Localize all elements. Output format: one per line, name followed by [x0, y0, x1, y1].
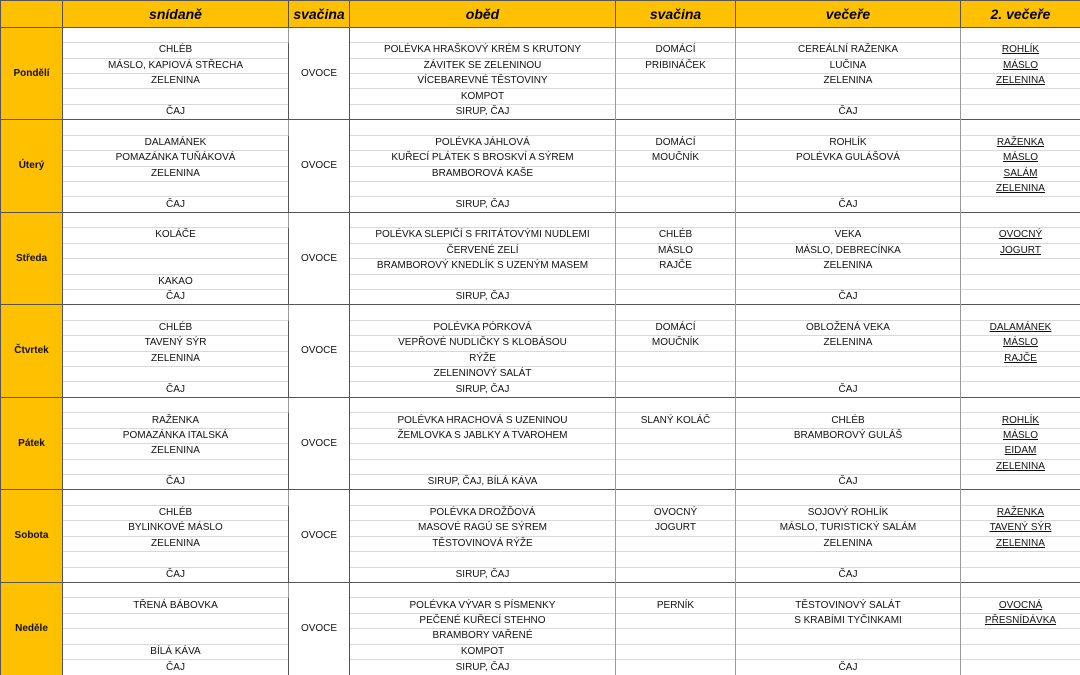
header-corner — [1, 1, 63, 28]
menu-row — [1, 598, 1080, 613]
menu-row — [1, 629, 1080, 644]
breakfast-cell: DALAMÁNEK — [63, 135, 289, 150]
afternoon-snack-cell — [616, 197, 736, 212]
day-label: Úterý — [1, 120, 63, 213]
breakfast-cell: ČAJ — [63, 660, 289, 675]
day-label: Sobota — [1, 490, 63, 583]
breakfast-cell: TŘENÁ BÁBOVKA — [63, 598, 289, 613]
lunch-cell: POLÉVKA HRACHOVÁ S UZENINOU — [350, 413, 616, 428]
header-lunch: oběd — [350, 1, 616, 28]
afternoon-snack-cell — [616, 582, 736, 597]
lunch-cell: ZÁVITEK SE ZELENINOU — [350, 58, 616, 73]
breakfast-cell: CHLÉB — [63, 320, 289, 335]
dinner-cell — [736, 582, 961, 597]
breakfast-cell: CHLÉB — [63, 505, 289, 520]
dinner-cell — [736, 89, 961, 104]
lunch-cell — [350, 212, 616, 227]
dinner-cell: MÁSLO, TURISTICKÝ SALÁM — [736, 521, 961, 536]
breakfast-cell: KOLÁČE — [63, 228, 289, 243]
lunch-cell: SIRUP, ČAJ — [350, 660, 616, 675]
menu-row — [1, 644, 1080, 659]
morning-snack-cell: OVOCE — [289, 212, 350, 305]
morning-snack-cell: OVOCE — [289, 397, 350, 490]
menu-row — [1, 536, 1080, 551]
lunch-cell: SIRUP, ČAJ — [350, 567, 616, 582]
dinner-cell: SOJOVÝ ROHLÍK — [736, 505, 961, 520]
lunch-cell: VÍCEBAREVNÉ TĚSTOVINY — [350, 74, 616, 89]
dinner-cell — [736, 274, 961, 289]
dinner-cell: ROHLÍK — [736, 135, 961, 150]
menu-row — [1, 58, 1080, 73]
second-dinner-cell — [961, 212, 1080, 227]
lunch-cell: ŽEMLOVKA S JABLKY A TVAROHEM — [350, 428, 616, 443]
breakfast-cell: ZELENINA — [63, 166, 289, 181]
breakfast-cell: ČAJ — [63, 382, 289, 397]
header-morning-snack: svačina — [289, 1, 350, 28]
morning-snack-cell: OVOCE — [289, 490, 350, 583]
afternoon-snack-cell: DOMÁCÍ — [616, 320, 736, 335]
breakfast-cell — [63, 305, 289, 320]
menu-row — [1, 459, 1080, 474]
morning-snack-cell: OVOCE — [289, 582, 350, 675]
second-dinner-cell: MÁSLO — [961, 58, 1080, 73]
menu-row — [1, 104, 1080, 119]
lunch-cell: KOMPOT — [350, 644, 616, 659]
menu-row — [1, 505, 1080, 520]
second-dinner-cell: RAŽENKA — [961, 135, 1080, 150]
second-dinner-cell — [961, 367, 1080, 382]
day-label: Středa — [1, 212, 63, 305]
afternoon-snack-cell — [616, 397, 736, 412]
lunch-cell: KOMPOT — [350, 89, 616, 104]
second-dinner-cell — [961, 582, 1080, 597]
breakfast-cell: POMAZÁNKA ITALSKÁ — [63, 428, 289, 443]
second-dinner-cell — [961, 474, 1080, 489]
lunch-cell: ZELENINOVÝ SALÁT — [350, 367, 616, 382]
lunch-cell: MASOVÉ RAGÚ SE SÝREM — [350, 521, 616, 536]
lunch-cell: BRAMBOROVÁ KAŠE — [350, 166, 616, 181]
lunch-cell: POLÉVKA DROŽĎOVÁ — [350, 505, 616, 520]
second-dinner-cell: ZELENINA — [961, 74, 1080, 89]
breakfast-cell: ČAJ — [63, 197, 289, 212]
dinner-cell — [736, 444, 961, 459]
afternoon-snack-cell — [616, 660, 736, 675]
afternoon-snack-cell: RAJČE — [616, 259, 736, 274]
afternoon-snack-cell: PERNÍK — [616, 598, 736, 613]
menu-row — [1, 351, 1080, 366]
lunch-cell — [350, 444, 616, 459]
lunch-cell: POLÉVKA JÁHLOVÁ — [350, 135, 616, 150]
menu-row — [1, 552, 1080, 567]
lunch-cell: BRAMBORY VAŘENÉ — [350, 629, 616, 644]
breakfast-cell — [63, 552, 289, 567]
menu-row — [1, 259, 1080, 274]
menu-row — [1, 181, 1080, 196]
second-dinner-cell: SALÁM — [961, 166, 1080, 181]
dinner-cell: VEKA — [736, 228, 961, 243]
menu-row — [1, 305, 1080, 320]
afternoon-snack-cell — [616, 89, 736, 104]
lunch-cell — [350, 305, 616, 320]
second-dinner-cell — [961, 490, 1080, 505]
dinner-cell — [736, 644, 961, 659]
menu-row — [1, 151, 1080, 166]
day-label: Čtvrtek — [1, 305, 63, 398]
lunch-cell: POLÉVKA HRAŠKOVÝ KRÉM S KRUTONY — [350, 43, 616, 58]
second-dinner-cell: ZELENINA — [961, 181, 1080, 196]
second-dinner-cell — [961, 644, 1080, 659]
afternoon-snack-cell — [616, 474, 736, 489]
breakfast-cell: ZELENINA — [63, 351, 289, 366]
lunch-cell: SIRUP, ČAJ, BÍLÁ KÁVA — [350, 474, 616, 489]
dinner-cell — [736, 397, 961, 412]
day-label: Neděle — [1, 582, 63, 675]
afternoon-snack-cell — [616, 289, 736, 304]
afternoon-snack-cell — [616, 120, 736, 135]
breakfast-cell — [63, 212, 289, 227]
second-dinner-cell: MÁSLO — [961, 151, 1080, 166]
afternoon-snack-cell — [616, 181, 736, 196]
afternoon-snack-cell: JOGURT — [616, 521, 736, 536]
menu-row — [1, 336, 1080, 351]
morning-snack-cell: OVOCE — [289, 305, 350, 398]
menu-row — [1, 428, 1080, 443]
menu-row — [1, 243, 1080, 258]
afternoon-snack-cell — [616, 428, 736, 443]
dinner-cell — [736, 490, 961, 505]
menu-row — [1, 228, 1080, 243]
afternoon-snack-cell — [616, 166, 736, 181]
menu-row — [1, 490, 1080, 505]
dinner-cell: ZELENINA — [736, 336, 961, 351]
afternoon-snack-cell: MOUČNÍK — [616, 151, 736, 166]
lunch-cell: RÝŽE — [350, 351, 616, 366]
second-dinner-cell: MÁSLO — [961, 428, 1080, 443]
dinner-cell — [736, 367, 961, 382]
header-afternoon-snack: svačina — [616, 1, 736, 28]
lunch-cell — [350, 181, 616, 196]
second-dinner-cell: RAJČE — [961, 351, 1080, 366]
breakfast-cell — [63, 397, 289, 412]
second-dinner-cell: ZELENINA — [961, 459, 1080, 474]
second-dinner-cell — [961, 567, 1080, 582]
lunch-cell — [350, 120, 616, 135]
breakfast-cell — [63, 490, 289, 505]
dinner-cell — [736, 459, 961, 474]
breakfast-cell: KAKAO — [63, 274, 289, 289]
second-dinner-cell: OVOCNÁ — [961, 598, 1080, 613]
second-dinner-cell: ROHLÍK — [961, 413, 1080, 428]
second-dinner-cell: TAVENÝ SÝR — [961, 521, 1080, 536]
breakfast-cell: ZELENINA — [63, 74, 289, 89]
lunch-cell: VEPŘOVÉ NUDLIČKY S KLOBÁSOU — [350, 336, 616, 351]
dinner-cell: S KRABÍMI TYČINKAMI — [736, 613, 961, 628]
lunch-cell — [350, 459, 616, 474]
dinner-cell: ČAJ — [736, 289, 961, 304]
menu-row — [1, 43, 1080, 58]
dinner-cell: ZELENINA — [736, 259, 961, 274]
second-dinner-cell — [961, 382, 1080, 397]
second-dinner-cell: PŘESNÍDÁVKA — [961, 613, 1080, 628]
second-dinner-cell: ZELENINA — [961, 536, 1080, 551]
menu-row — [1, 521, 1080, 536]
lunch-cell — [350, 397, 616, 412]
afternoon-snack-cell: OVOCNÝ — [616, 505, 736, 520]
breakfast-cell — [63, 582, 289, 597]
afternoon-snack-cell — [616, 644, 736, 659]
second-dinner-cell: MÁSLO — [961, 336, 1080, 351]
breakfast-cell — [63, 259, 289, 274]
second-dinner-cell — [961, 104, 1080, 119]
breakfast-cell: ZELENINA — [63, 536, 289, 551]
breakfast-cell: ZELENINA — [63, 444, 289, 459]
breakfast-cell — [63, 613, 289, 628]
second-dinner-cell — [961, 397, 1080, 412]
header-dinner: večeře — [736, 1, 961, 28]
lunch-cell: SIRUP, ČAJ — [350, 104, 616, 119]
afternoon-snack-cell — [616, 74, 736, 89]
afternoon-snack-cell — [616, 567, 736, 582]
breakfast-cell: BYLINKOVÉ MÁSLO — [63, 521, 289, 536]
afternoon-snack-cell — [616, 459, 736, 474]
lunch-cell: TĚSTOVINOVÁ RÝŽE — [350, 536, 616, 551]
breakfast-cell — [63, 459, 289, 474]
menu-row — [1, 274, 1080, 289]
afternoon-snack-cell: DOMÁCÍ — [616, 43, 736, 58]
second-dinner-cell: OVOCNÝ — [961, 228, 1080, 243]
dinner-cell: OBLOŽENÁ VEKA — [736, 320, 961, 335]
dinner-cell: ZELENINA — [736, 74, 961, 89]
header-breakfast: snídaně — [63, 1, 289, 28]
breakfast-cell: CHLÉB — [63, 43, 289, 58]
menu-row — [1, 74, 1080, 89]
dinner-cell: LUČINA — [736, 58, 961, 73]
header-row — [1, 1, 1080, 28]
second-dinner-cell — [961, 289, 1080, 304]
afternoon-snack-cell: SLANÝ KOLÁČ — [616, 413, 736, 428]
breakfast-cell: BÍLÁ KÁVA — [63, 644, 289, 659]
breakfast-cell: ČAJ — [63, 474, 289, 489]
lunch-cell: ČERVENÉ ZELÍ — [350, 243, 616, 258]
afternoon-snack-cell — [616, 444, 736, 459]
afternoon-snack-cell: PRIBINÁČEK — [616, 58, 736, 73]
lunch-cell — [350, 582, 616, 597]
morning-snack-cell: OVOCE — [289, 27, 350, 120]
afternoon-snack-cell — [616, 613, 736, 628]
menu-row — [1, 660, 1080, 675]
lunch-cell — [350, 274, 616, 289]
menu-row — [1, 320, 1080, 335]
afternoon-snack-cell — [616, 629, 736, 644]
dinner-cell — [736, 181, 961, 196]
breakfast-cell — [63, 27, 289, 42]
afternoon-snack-cell — [616, 274, 736, 289]
menu-row — [1, 289, 1080, 304]
second-dinner-cell — [961, 660, 1080, 675]
lunch-cell: PEČENÉ KUŘECÍ STEHNO — [350, 613, 616, 628]
dinner-cell: POLÉVKA GULÁŠOVÁ — [736, 151, 961, 166]
dinner-cell — [736, 212, 961, 227]
afternoon-snack-cell — [616, 351, 736, 366]
afternoon-snack-cell — [616, 27, 736, 42]
dinner-cell: CEREÁLNÍ RAŽENKA — [736, 43, 961, 58]
menu-row — [1, 197, 1080, 212]
breakfast-cell — [63, 243, 289, 258]
afternoon-snack-cell — [616, 305, 736, 320]
breakfast-cell: ČAJ — [63, 104, 289, 119]
afternoon-snack-cell — [616, 490, 736, 505]
lunch-cell: BRAMBOROVÝ KNEDLÍK S UZENÝM MASEM — [350, 259, 616, 274]
menu-row — [1, 613, 1080, 628]
breakfast-cell — [63, 629, 289, 644]
second-dinner-cell — [961, 305, 1080, 320]
menu-row — [1, 474, 1080, 489]
menu-row — [1, 135, 1080, 150]
header-second-dinner: 2. večeře — [961, 1, 1080, 28]
afternoon-snack-cell — [616, 367, 736, 382]
dinner-cell: TĚSTOVINOVÝ SALÁT — [736, 598, 961, 613]
second-dinner-cell — [961, 629, 1080, 644]
lunch-cell: SIRUP, ČAJ — [350, 382, 616, 397]
second-dinner-cell: ROHLÍK — [961, 43, 1080, 58]
dinner-cell — [736, 120, 961, 135]
lunch-cell — [350, 490, 616, 505]
afternoon-snack-cell: MOUČNÍK — [616, 336, 736, 351]
breakfast-cell: RAŽENKA — [63, 413, 289, 428]
afternoon-snack-cell — [616, 212, 736, 227]
lunch-cell: KUŘECÍ PLÁTEK S BROSKVÍ A SÝREM — [350, 151, 616, 166]
second-dinner-cell — [961, 120, 1080, 135]
second-dinner-cell — [961, 259, 1080, 274]
menu-row — [1, 382, 1080, 397]
second-dinner-cell — [961, 552, 1080, 567]
day-label: Pátek — [1, 397, 63, 490]
breakfast-cell: ČAJ — [63, 567, 289, 582]
lunch-cell: SIRUP, ČAJ — [350, 197, 616, 212]
afternoon-snack-cell — [616, 552, 736, 567]
dinner-cell — [736, 305, 961, 320]
menu-row — [1, 413, 1080, 428]
afternoon-snack-cell: DOMÁCÍ — [616, 135, 736, 150]
day-label: Pondělí — [1, 27, 63, 120]
dinner-cell: ČAJ — [736, 567, 961, 582]
afternoon-snack-cell — [616, 104, 736, 119]
second-dinner-cell: JOGURT — [961, 243, 1080, 258]
menu-row — [1, 212, 1080, 227]
breakfast-cell: MÁSLO, KAPIOVÁ STŘECHA — [63, 58, 289, 73]
menu-row — [1, 582, 1080, 597]
second-dinner-cell — [961, 197, 1080, 212]
lunch-cell: POLÉVKA SLEPIČÍ S FRITÁTOVÝMI NUDLEMI — [350, 228, 616, 243]
dinner-cell — [736, 351, 961, 366]
breakfast-cell: ČAJ — [63, 289, 289, 304]
second-dinner-cell — [961, 274, 1080, 289]
breakfast-cell — [63, 181, 289, 196]
dinner-cell: ČAJ — [736, 104, 961, 119]
afternoon-snack-cell: CHLÉB — [616, 228, 736, 243]
breakfast-cell: POMAZÁNKA TUŇÁKOVÁ — [63, 151, 289, 166]
breakfast-cell — [63, 89, 289, 104]
second-dinner-cell: EIDAM — [961, 444, 1080, 459]
breakfast-cell: TAVENÝ SÝR — [63, 336, 289, 351]
menu-row — [1, 89, 1080, 104]
dinner-cell: BRAMBOROVÝ GULÁŠ — [736, 428, 961, 443]
breakfast-cell — [63, 120, 289, 135]
menu-row — [1, 166, 1080, 181]
afternoon-snack-cell — [616, 382, 736, 397]
dinner-cell: ČAJ — [736, 474, 961, 489]
dinner-cell: CHLÉB — [736, 413, 961, 428]
dinner-cell: ČAJ — [736, 197, 961, 212]
afternoon-snack-cell: MÁSLO — [616, 243, 736, 258]
menu-row — [1, 27, 1080, 42]
dinner-cell — [736, 552, 961, 567]
dinner-cell — [736, 166, 961, 181]
lunch-cell: POLÉVKA VÝVAR S PÍSMENKY — [350, 598, 616, 613]
lunch-cell — [350, 27, 616, 42]
morning-snack-cell: OVOCE — [289, 120, 350, 213]
menu-row — [1, 120, 1080, 135]
afternoon-snack-cell — [616, 536, 736, 551]
lunch-cell: SIRUP, ČAJ — [350, 289, 616, 304]
second-dinner-cell: DALAMÁNEK — [961, 320, 1080, 335]
lunch-cell — [350, 552, 616, 567]
dinner-cell: ZELENINA — [736, 536, 961, 551]
second-dinner-cell — [961, 27, 1080, 42]
dinner-cell — [736, 629, 961, 644]
breakfast-cell — [63, 367, 289, 382]
dinner-cell — [736, 27, 961, 42]
menu-row — [1, 367, 1080, 382]
menu-row — [1, 397, 1080, 412]
lunch-cell: POLÉVKA PÓRKOVÁ — [350, 320, 616, 335]
menu-row — [1, 567, 1080, 582]
second-dinner-cell: RAŽENKA — [961, 505, 1080, 520]
dinner-cell: MÁSLO, DEBRECÍNKA — [736, 243, 961, 258]
dinner-cell: ČAJ — [736, 382, 961, 397]
menu-row — [1, 444, 1080, 459]
second-dinner-cell — [961, 89, 1080, 104]
dinner-cell: ČAJ — [736, 660, 961, 675]
